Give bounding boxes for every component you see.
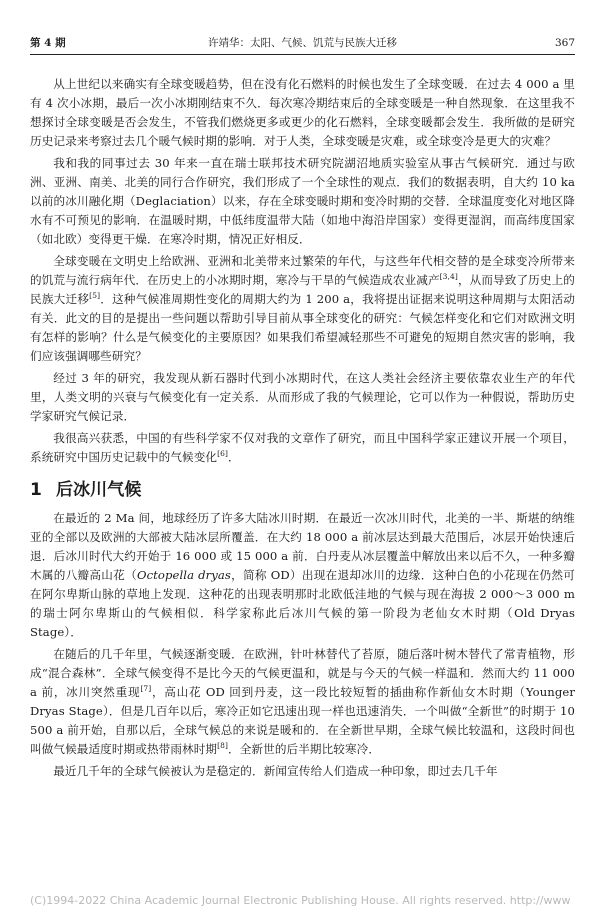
paragraph-text: 在随后的几千年里，气候逐渐变暖．在欧洲，针叶林替代了苔原，随后落叶树木替代了常青植物，形成“混合森林”．全球气候变得不是比今天的气候更温和，就是与今天的气候一样温和．然而大约 11 000 a 前，冰川突然重现 xyxy=(30,647,575,699)
latin-name: Octopella dryas xyxy=(136,568,231,582)
paragraph: 经过 3 年的研究，我发现从新石器时代到小冰期时代，在这人类社会经济主要依靠农业生产的年代里，人类文明的兴衰与气候变化有一定关系．从而形成了我的气候理论，它可以作为一种假说，帮助历史学家研究气候记录． xyxy=(30,371,575,423)
issue-number: 第 4 期 xyxy=(30,37,66,49)
paragraph xyxy=(30,645,575,759)
paragraph: 我和我的同事过去 30 年来一直在瑞士联邦技术研究院湖沼地质实验室从事古气候研究．通过与欧洲、亚洲、南美、北美的同行合作研究，我们形成了一个全球性的观点．我们的数据表明，自大约 10 ka 以前的冰川融化期（Deglaciation）以来，存在全球变暖时期和变冷时期的交替．全球温度变化对地区降水有不可预见的影响．在温暖时期，中低纬度温带大陆（如地中海沿岸国家）变得更湿润，而高纬度国家（如北欧）变得更干燥．在寒冷时期，情况正好相反． xyxy=(30,156,575,246)
paragraph-text: 我很高兴获悉，中国的有些科学家不仅对我的文章作了研究，而且中国科学家正建议开展一个项目，系统研究中国历史记载中的气候变化 xyxy=(30,431,575,464)
header-rule xyxy=(30,54,575,55)
citation-ref[interactable]: [6] xyxy=(217,449,229,459)
section-heading xyxy=(30,477,575,503)
page-number: 367 xyxy=(554,37,575,49)
paragraph-text: 全球变暖在文明史上给欧洲、亚洲和北美带来过繁荣的年代，与这些年代相交替的是全球变冷所带来的饥荒与流行病年代．在历史上的小冰期时期，寒冷与干旱的气候造成农业减产 xyxy=(30,254,575,287)
article-body xyxy=(30,75,575,781)
paragraph-text: ．全新世的后半期比较寒冷． xyxy=(228,742,381,756)
paragraph xyxy=(30,429,575,467)
paragraph-text: ，高山花 OD 回到丹麦，这一段比较短暂的插曲称作新仙女木时期（Younger Dryas Stage）．但是几百年以后，寒冷正如它迅速出现一样也迅速消失．一个叫做“全新世”的时期于 10 500 a 前开始，自那以后，全球气候总的来说是暖和的．在全新世早期，全球气候比较温和，这段时间也叫做气候最适度时期或热带雨林时期 xyxy=(30,685,575,756)
paragraph xyxy=(30,252,575,366)
copyright-footer: (C)1994-2022 China Academic Journal Electronic Publishing House. All rights reserved. http://www xyxy=(30,894,571,907)
running-header xyxy=(30,34,575,52)
citation-ref[interactable]: [7] xyxy=(140,684,152,694)
citation-ref[interactable]: [5] xyxy=(89,291,101,301)
paragraph xyxy=(30,509,575,642)
paragraph-text: ． xyxy=(228,450,240,464)
paragraph-text: ，简称 OD）出现在退却冰川的边缘．这种白色的小花现在仍然可在阿尔卑斯山脉的草地上发现．这种花的出现表明那时北欧低洼地的气候与现在海拔 2 000～3 000 m 的瑞士阿尔卑斯山的气候相似．科学家称此后冰川气候的第一阶段为老仙女木时期（Old Dryas Stage）． xyxy=(30,568,575,639)
citation-ref[interactable]: [3,4] xyxy=(439,272,458,282)
paragraph-text: ．这种气候准周期性变化的周期大约为 1 200 a，我将提出证据来说明这种周期与太阳活动有关．此文的目的是提出一些问题以帮助引导目前从事全球变化的研究：气候怎样变化和它们对欧洲文明有怎样的影响？什么是气候变化的主要原因？如果我们希望减轻那些不可避免的短期自然灾害的影响，我们应该强调哪些研究？ xyxy=(30,292,575,363)
running-title: 许靖华：太阳、气候、饥荒与民族大迁移 xyxy=(208,37,397,49)
paragraph: 从上世纪以来确实有全球变暖趋势，但在没有化石燃料的时候也发生了全球变暖．在过去 4 000 a 里有 4 次小冰期，最后一次小冰期刚结束不久．每次寒冷期结束后的全球变暖是一种自然现象．在这里我不想探讨全球变暖是否会发生，不管我们燃烧更多或更少的化石燃料，全球变暖都会发生．我所做的是研究历史记录来考察过去几个暖气候时期的影响．对于人类，全球变暖是灾难，或全球变冷是更大的灾难？ xyxy=(30,77,575,148)
citation-ref[interactable]: [8] xyxy=(217,741,229,751)
section-title: 后冰川气候 xyxy=(55,480,142,500)
paragraph-text: 在最近的 2 Ma 间，地球经历了许多大陆冰川时期．在最近一次冰川时代，北美的一半、斯堪的纳维亚的全部以及欧洲的大部被大陆冰层所覆盖．在大约 18 000 a 前冰层达到最大范围后，冰层开始快速后退．后冰川时代大约开始于 16 000 或 15 000 a 前．白丹麦从冰层覆盖中解放出来以后不久，一种多瓣木属的八瓣高山花（ xyxy=(30,511,575,582)
section-number: 1 xyxy=(30,480,42,500)
paragraph: 最近几千年的全球气候被认为是稳定的．新闻宣传给人们造成一种印象，即过去几千年 xyxy=(53,764,498,778)
paragraph-text: ，从而导致了历史上的民族大迁移 xyxy=(30,273,575,306)
